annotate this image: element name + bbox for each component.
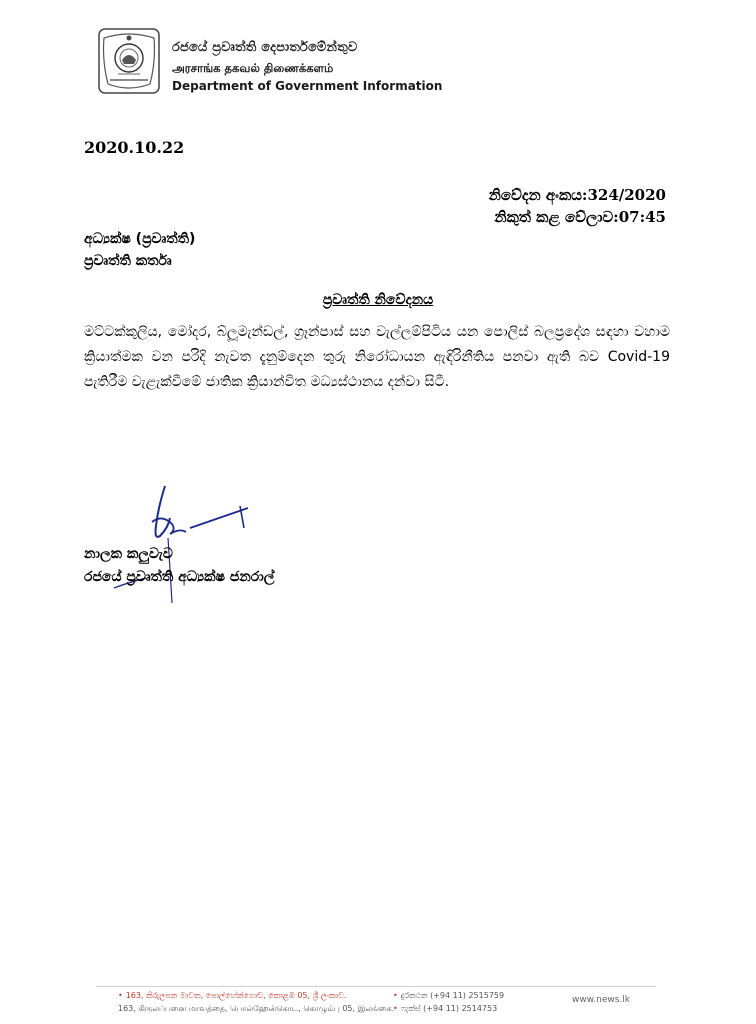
footer-address-tamil: 163, கிருலப்பனை மாவத்தை, பொல்ஹேன்கொட, கொழும்பு 05, இலங்கை.: [118, 1004, 395, 1013]
release-number: නිවේදන අංකය:324/2020: [488, 186, 666, 204]
signatory-title: රජයේ ප්‍රවෘත්ති අධ්‍යක්ෂ ජනරාල්: [84, 569, 275, 585]
addressee-line-2: ප්‍රවෘත්ති කර්තෘ: [84, 253, 172, 269]
footer-address-sinhala: [118, 991, 346, 1001]
bullet-icon: •: [118, 991, 123, 1000]
document-date: 2020.10.22: [84, 138, 185, 157]
body-paragraph: මට්ටක්කුලිය, මෝදර, බ්ලූමැන්ඩල්, ග්‍රෑන්පාස් සහ වැල්ලම්පිටිය යන පොලිස් බලප්‍රදේශ සඳහා වහාම ක්‍රියාත්මක වන පරිදි නැවත දැනුම්දෙන තුරු නිරෝධායන ඇඳිරිනීතිය පනවා ඇති බව Covid-19 පැතිරීම වැළැක්වීමේ ජාතික ක්‍රියාන්විත මධ්‍යස්ථානය දන්වා සිටී.: [84, 324, 670, 390]
footer-website: www.news.lk: [572, 995, 630, 1005]
footer-fax: [393, 1004, 497, 1014]
footer-telephone: [393, 991, 504, 1001]
footer-tel-number: (+94 11) 2515759: [430, 991, 505, 1000]
signatory-name: නාලක කලුවැව: [84, 546, 173, 562]
fax-icon: •: [393, 1004, 398, 1013]
phone-icon: •: [393, 991, 398, 1000]
addressee-line-1: අධ්‍යක්ෂ (ප්‍රවෘත්ති): [84, 231, 196, 247]
footer-divider: [96, 986, 656, 987]
letterhead-sinhala: රජයේ ප්‍රවෘත්ති දෙපාර්තමේන්තුව: [172, 40, 358, 55]
footer-address-sinhala-text: 163, කිරුලපන මාවත, පොල්හේන්ගොඩ, කොළඹ 05, ශ්‍රී ලංකාව.: [125, 991, 347, 1000]
handwritten-signature: [110, 478, 260, 608]
sri-lanka-emblem-icon: [98, 28, 160, 94]
footer-tel-label: දුරකථන: [400, 991, 428, 1000]
letterhead-tamil: அரசாங்க தகவல் திணைக்களம்: [172, 61, 334, 75]
letterhead-english: Department of Government Information: [172, 79, 443, 93]
footer-fax-number: (+94 11) 2514753: [423, 1004, 498, 1013]
document-title: ප්‍රවෘත්ති නිවේදනය: [322, 292, 434, 308]
footer-fax-label: ෆැක්ස්: [400, 1004, 421, 1013]
release-time: නිකුත් කළ වේලාව:07:45: [494, 208, 666, 226]
